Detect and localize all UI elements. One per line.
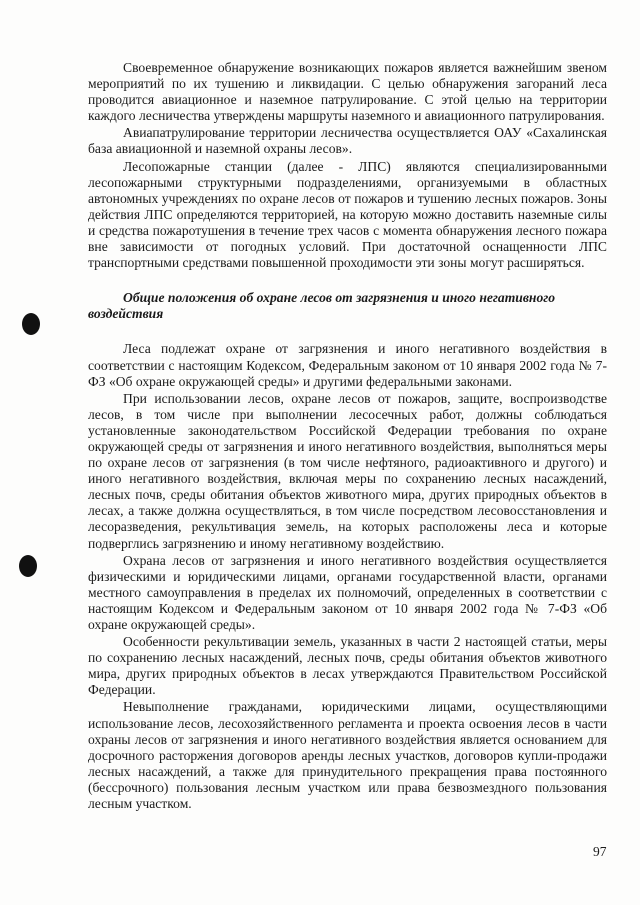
paragraph: Особенности рекультивации земель, указанных в части 2 настоящей статьи, меры по сохранению лесных насаждений, лесных почв, среды обитания объектов животного мира, других природных объектов в лесах утверждаются Правительством Российской Федерации.	[88, 634, 607, 698]
paragraph: При использовании лесов, охране лесов от пожаров, защите, воспроизводстве лесов, в том числе при выполнении лесосечных работ, должны соблюдаться установленные законодательством Российской Федерации требования по охране окружающей среды от загрязнения и иного негативного воздействия, выполняться меры по охране лесов от загрязнения (в том числе нефтяного, радиоактивного и другого) и иного негативного воздействия, включая меры по сохранению лесных насаждений, лесных почв, среды обитания объектов животного мира, других природных объектов в лесах, а также должна осуществляться, в том числе посредством лесовосстановления и лесоразведения, рекультивация земель, на которых расположены леса и которые подверглись загрязнению и иному негативному воздействию.	[88, 390, 607, 551]
paragraph: Леса подлежат охране от загрязнения и иного негативного воздействия в соответствии с настоящим Кодексом, Федеральным законом от 10 января 2002 года № 7-ФЗ «Об охране окружающей среды» и другими федеральными законами.	[88, 341, 607, 389]
page-number: 97	[593, 844, 607, 859]
paragraph: Своевременное обнаружение возникающих пожаров является важнейшим звеном мероприятий по их тушению и ликвидации. С целью обнаружения загораний леса проводится авиационное и наземное патрулирование. С этой целью на территории каждого лесничества утверждены маршруты наземного и авиационного патрулирования.	[88, 60, 607, 124]
paragraph: Лесопожарные станции (далее - ЛПС) являются специализированными лесопожарными структурными подразделениями, организуемыми в областных автономных учреждениях по охране лесов от пожаров и тушению лесных пожаров. Зоны действия ЛПС определяются территорией, на которую можно доставить наземные силы и средства пожаротушения в течение трех часов с момента обнаружения лесного пожара вне зависимости от погодных условий. При достаточной оснащенности ЛПС транспортными средствами повышенной проходимости эти зоны могут расширяться.	[88, 158, 607, 271]
punch-hole-bottom	[19, 555, 37, 577]
paragraph: Невыполнение гражданами, юридическими лицами, осуществляющими использование лесов, лесохозяйственного регламента и проекта освоения лесов в части охраны лесов от загрязнения и иного негативного воздействия является основанием для досрочного расторжения договоров аренды лесных участков, договоров купли-продажи лесных насаждений, а также для принудительного прекращения права постоянного (бессрочного) пользования лесным участком или права безвозмездного пользования лесным участком.	[88, 699, 607, 812]
paragraph: Охрана лесов от загрязнения и иного негативного воздействия осуществляется физическими и юридическими лицами, органами государственной власти, органами местного самоуправления в пределах их полномочий, определенных в соответствии с настоящим Кодексом и Федеральным законом от 10 января 2002 года № 7-ФЗ «Об охране окружающей среды».	[88, 552, 607, 632]
document-body	[88, 60, 607, 812]
paragraph: Авиапатрулирование территории лесничества осуществляется ОАУ «Сахалинская база авиационной и наземной охраны лесов».	[88, 125, 607, 157]
punch-hole-top	[22, 313, 40, 335]
section-heading: Общие положения об охране лесов от загрязнения и иного негативного воздействия	[88, 290, 556, 322]
